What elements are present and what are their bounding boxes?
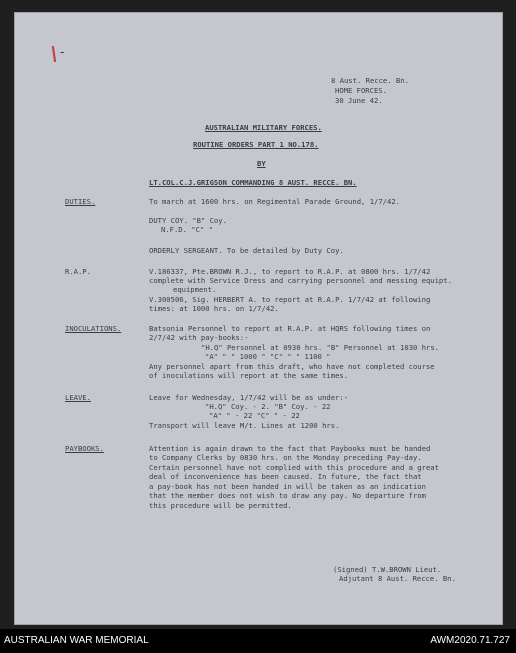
paybooks-line: deal of inconvenience has been caused. In future, the fact that [149,472,422,481]
rap-line: V.300506, Sig. HERBERT A. to report at R.A.P. 1/7/42 at following [149,295,431,304]
paybooks-line: this procedure will be permitted. [149,501,292,510]
home-forces: HOME FORCES. [335,86,387,95]
by-line: BY [257,159,266,168]
inoculations-line: of inoculations will report at the same times. [149,371,349,380]
leave-line: "H.Q" Coy. - 2. "B" Coy. - 22 [205,402,331,411]
document-page [14,12,503,625]
rap-line: equipment. [173,285,217,294]
footer-source: AUSTRALIAN WAR MEMORIAL [4,635,149,646]
order-date: 30 June 42. [335,96,383,105]
inoculations-line: 2/7/42 with pay-books:- [149,333,249,342]
duties-line: To march at 1600 hrs. on Regimental Parade Ground, 1/7/42. [149,197,400,206]
paybooks-line: Certain personnel have not complied with this procedure and a great [149,463,439,472]
footer-bar [0,629,516,653]
section-label-duties: DUTIES. [65,197,96,206]
leave-line: Leave for Wednesday, 1/7/42 will be as under:- [149,393,349,402]
rap-line: complete with Service Dress and carrying personnel and messing equipt. [149,276,452,285]
duties-line: ORDERLY SERGEANT. To be detailed by Duty Coy. [149,246,344,255]
leave-line: Transport will leave M/t. Lines at 1200 hrs. [149,421,340,430]
pen-dash-mark: - [60,45,65,59]
paybooks-line: that the member does not wish to draw any pay. No departure from [149,491,426,500]
section-label-paybooks: PAYBOOKS. [65,444,104,453]
duties-line: N.F.D. "C" " [161,225,213,234]
doc-subtitle: ROUTINE ORDERS PART 1 NO.178. [193,140,319,149]
rap-line: V.186337, Pte.BROWN R.J., to report to R.A.P. at 0800 hrs. 1/7/42 [149,267,431,276]
signature-title: Adjutant 8 Aust. Recce. Bn. [339,574,456,583]
section-label-rap: R.A.P. [65,267,91,276]
inoculations-line: Batsonia Personnel to report at R.A.P. at HQRS following times on [149,324,431,333]
leave-line: "A" " - 22 "C" " - 22 [209,411,300,420]
doc-title: AUSTRALIAN MILITARY FORCES. [205,123,322,132]
section-label-leave: LEAVE. [65,393,91,402]
section-label-inoculations: INOCULATIONS. [65,324,122,333]
footer-accession-number: AWM2020.71.727 [430,635,510,646]
rap-line: times: at 1000 hrs. on 1/7/42. [149,304,279,313]
unit-name: 8 Aust. Recce. Bn. [331,76,409,85]
commanding-line: LT.COL.C.J.GRIGSON COMMANDING 8 AUST. RECCE. BN. [149,178,357,187]
paybooks-line: Attention is again drawn to the fact that Paybooks must be handed [149,444,431,453]
inoculations-line: "H.Q" Personnel at 0930 hrs. "B" Personnel at 1030 hrs. [201,343,439,352]
paybooks-line: a pay-book has not been handed in will be taken as an indication [149,482,426,491]
inoculations-line: "A" " " 1000 " "C" " " 1100 " [205,352,331,361]
signature-name: (Signed) T.W.BROWN Lieut. [333,565,442,574]
inoculations-line: Any personnel apart from this draft, who have not completed course [149,362,435,371]
red-handwritten-mark: I [49,42,60,69]
duties-line: DUTY COY. "B" Coy. [149,216,227,225]
paybooks-line: to Company Clerks by 0830 hrs. on the Monday preceding Pay-day. [149,453,422,462]
